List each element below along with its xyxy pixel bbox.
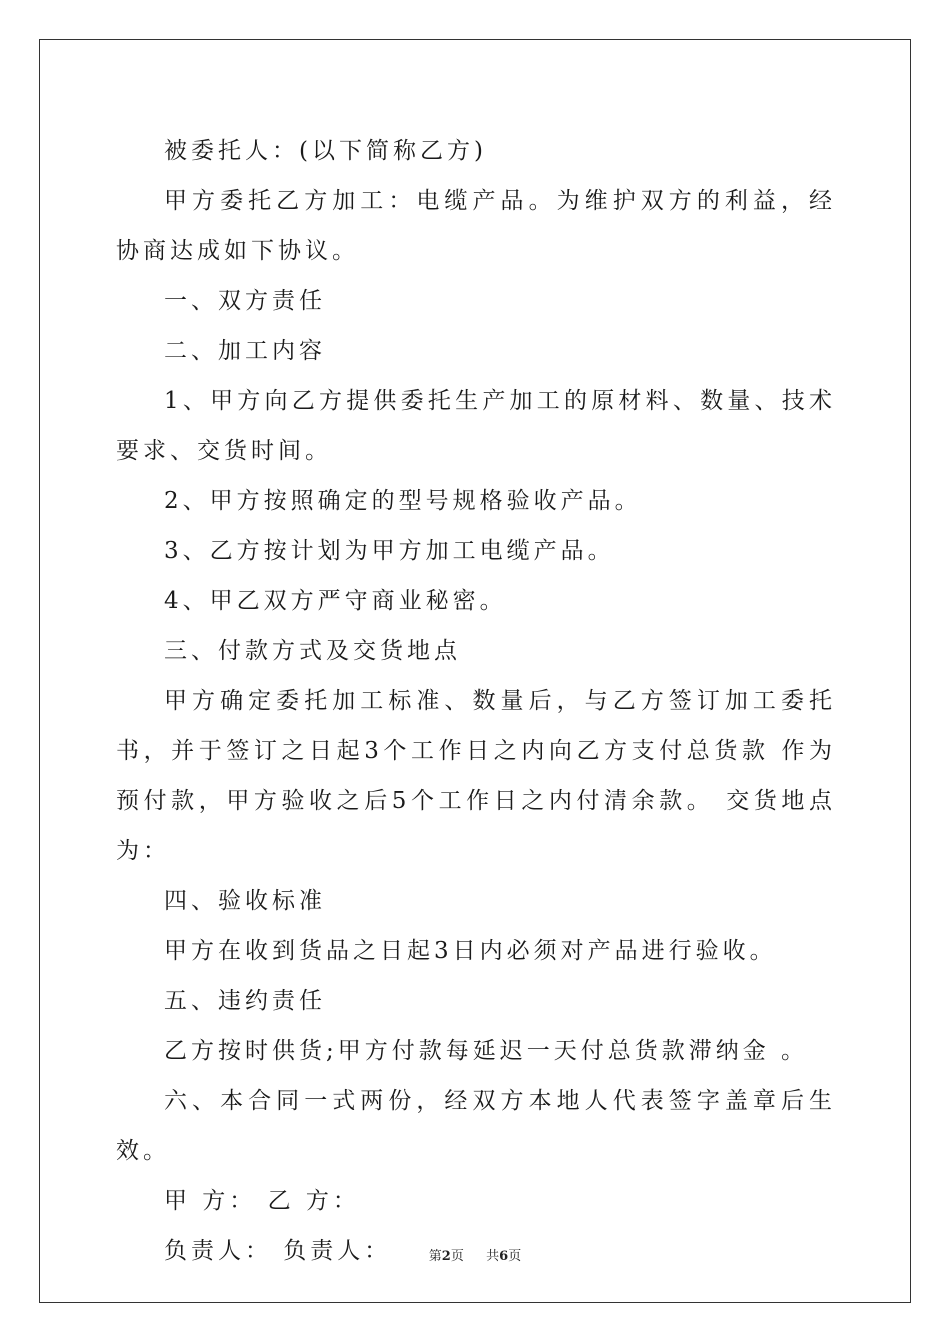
current-page: 2	[441, 1249, 451, 1264]
total-pages-label	[486, 1249, 521, 1264]
signature-line: 负责人： 负责人：	[164, 1238, 392, 1264]
section-heading: 六、本合同一式两份，经双方本地人代表签字盖章后生效。	[116, 1088, 836, 1164]
list-item: 3、乙方按计划为甲方加工电缆产品。	[164, 538, 615, 564]
list-item: 4、甲乙双方严守商业秘密。	[164, 588, 507, 614]
page-suffix: 页	[450, 1249, 464, 1264]
section-heading: 一、双方责任	[164, 288, 326, 314]
paragraph: 被委托人：(以下简称乙方)	[164, 138, 487, 164]
total-pages: 6	[499, 1249, 509, 1264]
section-heading: 二、加工内容	[164, 338, 326, 364]
section-heading: 四、验收标准	[164, 888, 326, 914]
total-suffix: 页	[508, 1249, 522, 1264]
signature-line: 甲 方： 乙 方：	[164, 1188, 360, 1214]
page-footer	[0, 1245, 950, 1264]
page-prefix: 第	[428, 1249, 442, 1264]
paragraph: 乙方按时供货;甲方付款每延迟一天付总货款滞纳金 。	[164, 1038, 809, 1064]
list-item: 1、甲方向乙方提供委托生产加工的原材料、数量、技术要求、交货时间。	[116, 388, 836, 464]
section-heading: 五、违约责任	[164, 988, 326, 1014]
total-prefix: 共	[486, 1249, 500, 1264]
section-heading: 三、付款方式及交货地点	[164, 638, 461, 664]
paragraph: 甲方在收到货品之日起3日内必须对产品进行验收。	[164, 938, 777, 964]
paragraph: 甲方委托乙方加工：电缆产品。为维护双方的利益，经协商达成如下协议。	[116, 188, 836, 264]
list-item: 2、甲方按照确定的型号规格验收产品。	[164, 488, 642, 514]
paragraph: 甲方确定委托加工标准、数量后，与乙方签订加工委托书，并于签订之日起3个工作日之内向乙方支付总货款 作为预付款，甲方验收之后5个工作日之内付清余款。 交货地点为：	[116, 688, 836, 864]
document-body	[116, 126, 836, 1276]
page-number-label	[429, 1249, 468, 1264]
